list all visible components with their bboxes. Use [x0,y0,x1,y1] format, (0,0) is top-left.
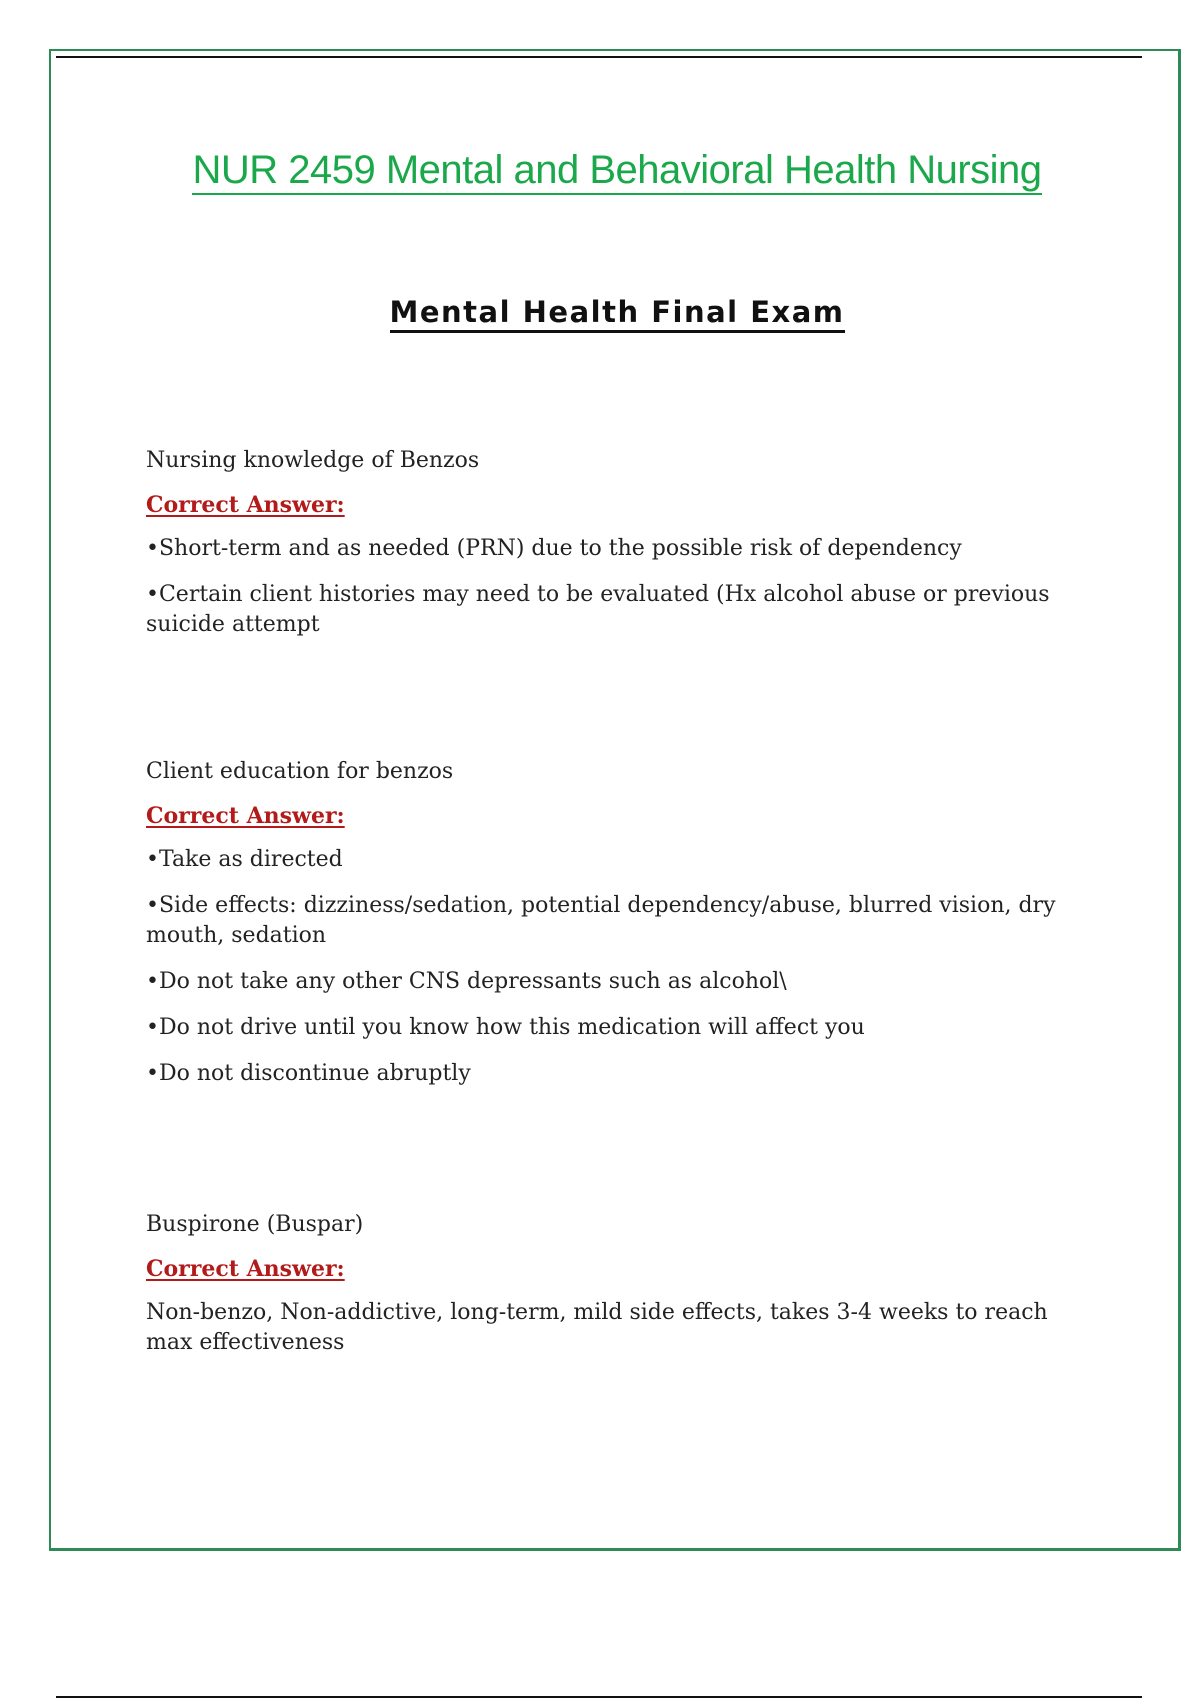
question-text: Buspirone (Buspar) [146,1212,364,1237]
answer-line: •Short-term and as needed (PRN) due to the possible risk of dependency [146,536,962,561]
correct-answer-label: Correct Answer: [146,492,345,518]
qa-item-benzo-education [146,757,1086,1105]
qa-item-buspirone [146,1210,1086,1374]
top-rule [56,56,1142,58]
answer-line: •Do not discontinue abruptly [146,1061,471,1086]
answer-line: •Side effects: dizziness/sedation, potential dependency/abuse, blurred vision, dry mouth, sedation [146,893,1056,948]
answer-line: •Take as directed [146,847,343,872]
exam-title-text: Mental Health Final Exam [390,295,845,333]
answer-line: •Do not take any other CNS depressants such as alcohol\ [146,969,787,994]
course-title [0,148,1200,193]
correct-answer-label: Correct Answer: [146,1256,345,1282]
course-title-text: NUR 2459 Mental and Behavioral Health Nursing [192,148,1041,195]
question-text: Nursing knowledge of Benzos [146,448,480,473]
exam-title [0,295,1200,329]
answer-line: •Certain client histories may need to be evaluated (Hx alcohol abuse or previous suicide attempt [146,582,1050,637]
qa-item-benzo-knowledge [146,446,1086,656]
answer-line: •Do not drive until you know how this medication will affect you [146,1015,865,1040]
question-text: Client education for benzos [146,759,454,784]
correct-answer-label: Correct Answer: [146,803,345,829]
bottom-rule [56,1696,1142,1698]
answer-line: Non-benzo, Non-addictive, long-term, mild side effects, takes 3-4 weeks to reach max effectiveness [146,1300,1048,1355]
